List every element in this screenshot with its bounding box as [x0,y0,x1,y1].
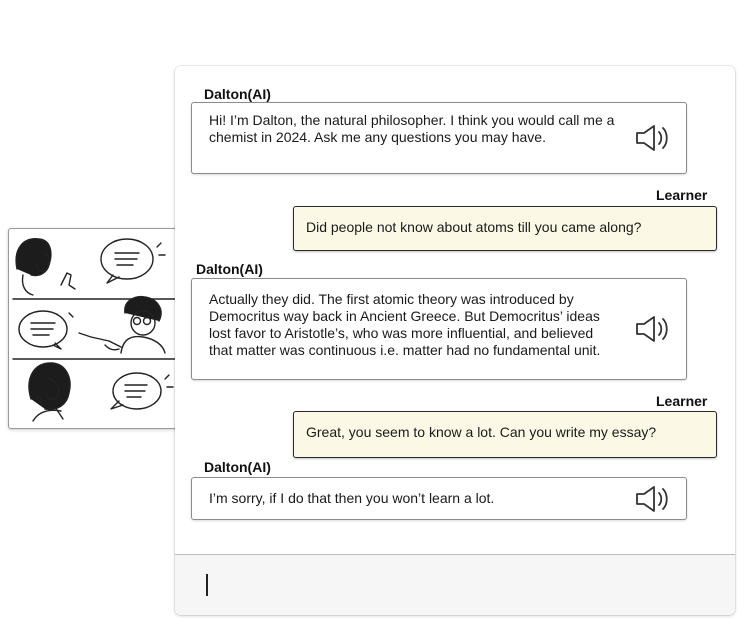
text-caret [206,574,208,596]
ai-message-text: Actually they did. The first atomic theory was introduced by Democritus way back in Ancient Greece. But Democritus’ ideas lost favor to Aristotle’s, who was more influential, and believed that matter was continuous i.e. matter had no fundamental unit. [209,291,601,358]
speaker-volume-icon [634,484,674,514]
learner-message-bubble [293,411,717,458]
ai-message-bubble [191,477,687,520]
speaker-label-ai: Dalton(AI) [204,86,271,102]
comic-illustration [8,228,186,429]
ai-message-text: Hi! I’m Dalton, the natural philosopher. I think you would call me a chemist in 2024. Ask me any questions you may have. [209,112,615,145]
speaker-label-ai: Dalton(AI) [196,261,263,277]
play-audio-button[interactable] [634,484,674,514]
speaker-volume-icon [634,123,674,153]
learner-message-text: Did people not know about atoms till you came along? [306,219,642,235]
learner-message-text: Great, you seem to know a lot. Can you write my essay? [306,424,657,440]
speaker-label-learner: Learner [656,187,708,203]
speaker-label-ai: Dalton(AI) [204,459,271,475]
speaker-label-learner: Learner [656,393,708,409]
learner-message-bubble [293,206,717,251]
comic-conversation-illustration-icon [9,229,185,428]
chat-panel [175,66,735,615]
play-audio-button[interactable] [634,123,674,153]
play-audio-button[interactable] [634,314,674,344]
message-input[interactable] [175,554,735,615]
ai-message-bubble [191,278,687,380]
speaker-volume-icon [634,314,674,344]
ai-message-bubble [191,102,687,174]
ai-message-text: I’m sorry, if I do that then you won’t learn a lot. [209,490,495,506]
